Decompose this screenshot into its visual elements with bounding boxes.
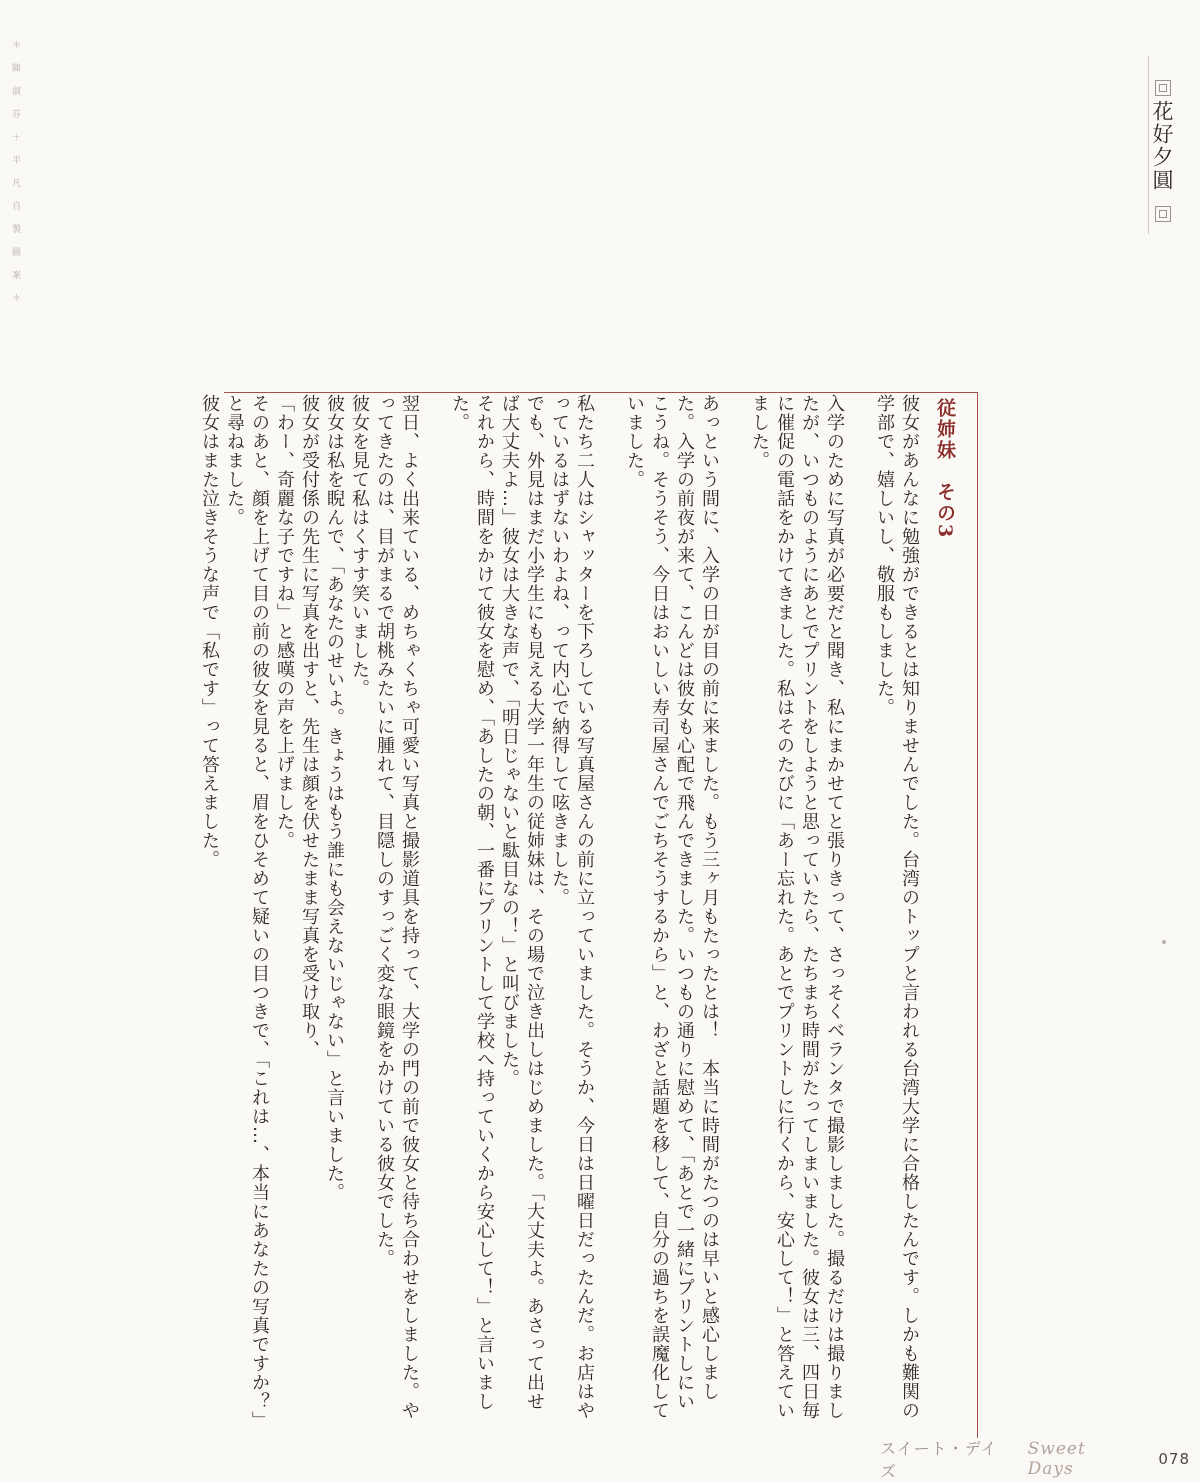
article-paragraph: 彼女を見て私はくすす笑いました。 [349, 394, 370, 698]
article-paragraph: 彼女はまた泣きそうな声で「私です」って答えました。 [199, 394, 220, 869]
article-paragraph: 彼女が受付係の先生に写真を出すと、先生は顔を伏せたまま写真を受け取り、 [299, 394, 320, 1059]
page-number: 078 [1158, 1450, 1190, 1468]
header-title: 花好夕圓 [1150, 100, 1174, 192]
footer-en-title: Sweet Days [1027, 1439, 1086, 1479]
decorative-dot [1162, 940, 1166, 944]
article-paragraph: 彼女があんなに勉強ができるとは知りませんでした。台湾のトップと言われる台湾大学に合格したんです。しかも難関の学部で、嬉しいし、敬服もしました。 [874, 394, 920, 1420]
article-body [199, 394, 960, 1424]
article-paragraph: 翌日、よく出来ている、めちゃくちゃ可愛い写真と撮影道具を持って、大学の門の前で彼女と待ち合わせをしました。やってきたのは、目がまるで胡桃みたいに腫れて、目隠しのすっごく変な眼鏡をかけている彼女でした。 [374, 394, 420, 1420]
article-paragraph: でも、外見はまだ小学生にも見える大学一年生の従姉妹は、その場で泣き出しはじめました。「大丈夫よ。あさって出せば大丈夫よ…」彼女は大きな声で、「明日じゃないと駄目なの！」と叫びました。 [499, 394, 545, 1411]
footer [880, 1439, 1190, 1481]
footer-jp-title: スイート・デイズ [880, 1439, 998, 1481]
article-paragraph: あっという間に、入学の日が目の前に来ました。もう三ヶ月もたったとは！ 本当に時間がたつのは早いと感心しました。入学の前夜が来て、こんどは彼女も心配で飛んできました。いつもの通りに慰めて、「あとで一緒にプリントしにいこうね。そうそう、今日はおいしい寿司屋さんでごちそうするから」と、わざと話題を移して、自分の過ちを誤魔化していました。 [624, 394, 720, 1420]
article-paragraph: 彼女は私を睨んで、「あなたのせいよ。きょうはもう誰にも会えないじゃない」と言いました。 [324, 394, 345, 1202]
square-spiral-icon [1155, 80, 1171, 96]
square-spiral-icon [1155, 206, 1171, 222]
side-ornament-text: ＊陳淑芬＋平凡自製圖案＊ [10, 40, 20, 316]
article-paragraph: 入学のために写真が必要だと聞き、私にまかせてと張りきって、さっそくベランタで撮影しました。撮るだけは撮りましたが、いつものようにあとでプリントをしようと思っていたら、たちまち時間がたってしまいました。彼女は三、四日毎に催促の電話をかけてきました。私はそのたびに「あー忘れた。あとでプリントしに行くから、安心して！」と答えていました。 [749, 394, 845, 1420]
article-paragraph: それから、時間をかけて彼女を慰め、「あしたの朝、一番にプリントして学校へ持っていくから安心して！」と言いました。 [449, 394, 495, 1411]
article-paragraph: 「わー、奇麗な子ですね」と感嘆の声を上げました。 [274, 394, 295, 850]
article-paragraph: 私たち二人はシャッターを下ろしている写真屋さんの前に立っていました。そうか、今日は日曜日だったんだ。お店はやっているはずないわよね、って内心で納得して呟きました。 [549, 394, 595, 1420]
article-paragraph: そのあと、顔を上げて目の前の彼女を見ると、眉をひそめて疑いの目つきで、「これは…、本当にあなたの写真ですか？」と尋ねました。 [224, 394, 270, 1421]
article-heading: 従姉妹 その3 [934, 398, 956, 540]
